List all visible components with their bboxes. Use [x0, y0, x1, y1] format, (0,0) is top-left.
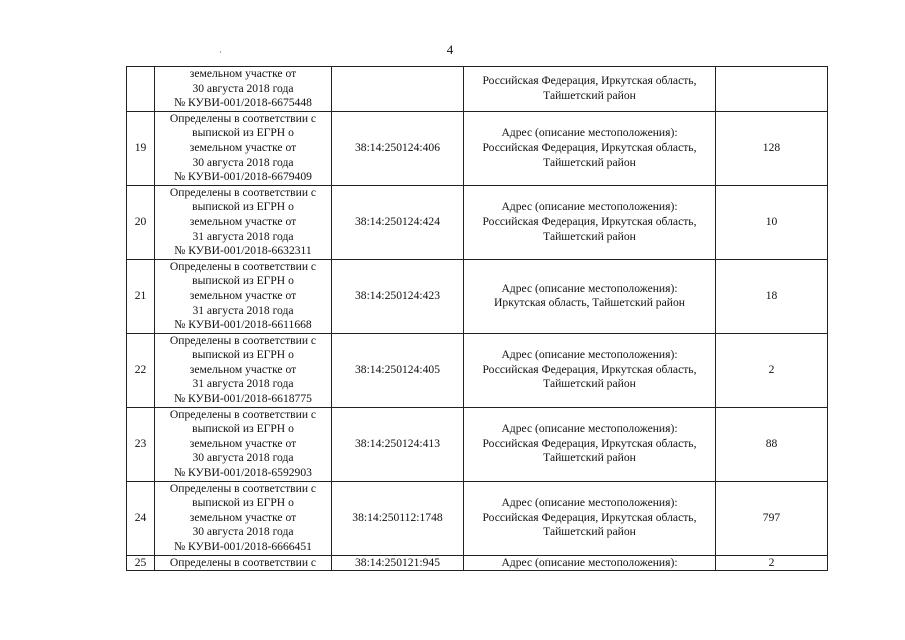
basis-cell [155, 67, 332, 112]
basis-line: выпиской из ЕГРН о [192, 200, 294, 214]
row-number-cell: 19 [127, 111, 155, 185]
basis-cell [155, 333, 332, 407]
address-line: Адрес (описание местоположения): [501, 281, 678, 295]
basis-cell [155, 111, 332, 185]
basis-line: земельном участке от [189, 436, 297, 450]
page-number: 4 [446, 42, 454, 57]
basis-line: выпиской из ЕГРН о [192, 496, 294, 510]
basis-line: № КУВИ-001/2018-6632311 [174, 244, 312, 258]
address-line: Российская Федерация, Иркутская область, [482, 436, 697, 450]
basis-line: № КУВИ-001/2018-6675448 [174, 96, 312, 110]
area-cell: 88 [716, 407, 828, 481]
table-row [127, 185, 828, 259]
basis-line: № КУВИ-001/2018-6611668 [174, 318, 312, 332]
basis-line: выпиской из ЕГРН о [192, 274, 294, 288]
address-cell [464, 185, 716, 259]
basis-line: земельном участке от [189, 214, 297, 228]
basis-cell [155, 481, 332, 555]
scan-speck: · [219, 48, 222, 57]
address-cell [464, 481, 716, 555]
address-line: Адрес (описание местоположения): [501, 555, 678, 569]
basis-line: № КУВИ-001/2018-6592903 [174, 466, 312, 480]
area-cell: 18 [716, 259, 828, 333]
basis-line: земельном участке от [189, 288, 297, 302]
address-line: Адрес (описание местоположения): [501, 126, 678, 140]
address-line: Тайшетский район [543, 451, 636, 465]
area-cell: 2 [716, 555, 828, 570]
basis-line: выпиской из ЕГРН о [192, 348, 294, 362]
cadastral-number-cell: 38:14:250124:405 [332, 333, 464, 407]
address-cell [464, 111, 716, 185]
address-line: Тайшетский район [543, 155, 636, 169]
address-line: Тайшетский район [543, 377, 636, 391]
basis-line: 30 августа 2018 года [192, 525, 294, 539]
address-cell [464, 259, 716, 333]
cadastral-number-cell: 38:14:250124:413 [332, 407, 464, 481]
area-cell: 797 [716, 481, 828, 555]
table-row [127, 555, 828, 570]
address-line: Адрес (описание местоположения): [501, 200, 678, 214]
row-number-cell: 25 [127, 555, 155, 570]
basis-line: земельном участке от [189, 510, 297, 524]
land-plots-table [126, 66, 828, 571]
basis-line: 31 августа 2018 года [192, 303, 294, 317]
row-number-cell: 23 [127, 407, 155, 481]
basis-cell [155, 555, 332, 570]
basis-line: земельном участке от [189, 140, 297, 154]
basis-line: Определены в соответствии с [169, 259, 317, 273]
area-cell: 2 [716, 333, 828, 407]
table-row [127, 407, 828, 481]
table-row [127, 481, 828, 555]
address-line: Российская Федерация, Иркутская область, [482, 140, 697, 154]
cadastral-number-cell: 38:14:250112:1748 [332, 481, 464, 555]
basis-line: земельном участке от [189, 362, 297, 376]
address-line: Российская Федерация, Иркутская область, [482, 214, 697, 228]
address-cell [464, 67, 716, 112]
address-cell [464, 407, 716, 481]
basis-line: выпиской из ЕГРН о [192, 422, 294, 436]
basis-cell [155, 259, 332, 333]
address-cell [464, 333, 716, 407]
row-number-cell: 21 [127, 259, 155, 333]
basis-line: № КУВИ-001/2018-6618775 [174, 392, 312, 406]
address-line: Российская Федерация, Иркутская область, [482, 510, 697, 524]
row-number-cell: 24 [127, 481, 155, 555]
table-row [127, 111, 828, 185]
basis-line: Определены в соответствии с [169, 407, 317, 421]
basis-line: № КУВИ-001/2018-6666451 [174, 540, 312, 553]
address-line: Адрес (описание местоположения): [501, 496, 678, 510]
address-line: Российская Федерация, Иркутская область, [482, 74, 697, 88]
cadastral-number-cell: 38:14:250124:424 [332, 185, 464, 259]
basis-line: 30 августа 2018 года [192, 81, 294, 95]
basis-line: 31 августа 2018 года [192, 377, 294, 391]
basis-line: выпиской из ЕГРН о [192, 126, 294, 140]
basis-line: земельном участке от [189, 67, 297, 80]
area-cell: 128 [716, 111, 828, 185]
address-line: Тайшетский район [543, 229, 636, 243]
cadastral-number-cell [332, 67, 464, 112]
basis-line: 30 августа 2018 года [192, 155, 294, 169]
area-cell: 10 [716, 185, 828, 259]
cadastral-number-cell: 38:14:250124:423 [332, 259, 464, 333]
table-row [127, 67, 828, 112]
basis-line: Определены в соответствии с [169, 333, 317, 347]
row-number-cell [127, 67, 155, 112]
row-number-cell: 22 [127, 333, 155, 407]
table-row [127, 333, 828, 407]
address-line: Адрес (описание местоположения): [501, 422, 678, 436]
table-body [127, 67, 828, 571]
row-number-cell: 20 [127, 185, 155, 259]
basis-line: Определены в соответствии с [169, 481, 317, 495]
address-cell [464, 555, 716, 570]
address-line: Иркутская область, Тайшетский район [494, 296, 685, 310]
address-line: Российская Федерация, Иркутская область, [482, 362, 697, 376]
table-row [127, 259, 828, 333]
basis-cell [155, 185, 332, 259]
area-cell [716, 67, 828, 112]
basis-line: Определены в соответствии с [169, 555, 317, 569]
basis-line: Определены в соответствии с [169, 185, 317, 199]
address-line: Адрес (описание местоположения): [501, 348, 678, 362]
cadastral-number-cell: 38:14:250121:945 [332, 555, 464, 570]
basis-line: 31 августа 2018 года [192, 229, 294, 243]
basis-cell [155, 407, 332, 481]
cadastral-number-cell: 38:14:250124:406 [332, 111, 464, 185]
address-line: Тайшетский район [543, 525, 636, 539]
basis-line: Определены в соответствии с [169, 111, 317, 125]
basis-line: 30 августа 2018 года [192, 451, 294, 465]
address-line: Тайшетский район [543, 88, 636, 102]
basis-line: № КУВИ-001/2018-6679409 [174, 170, 312, 184]
